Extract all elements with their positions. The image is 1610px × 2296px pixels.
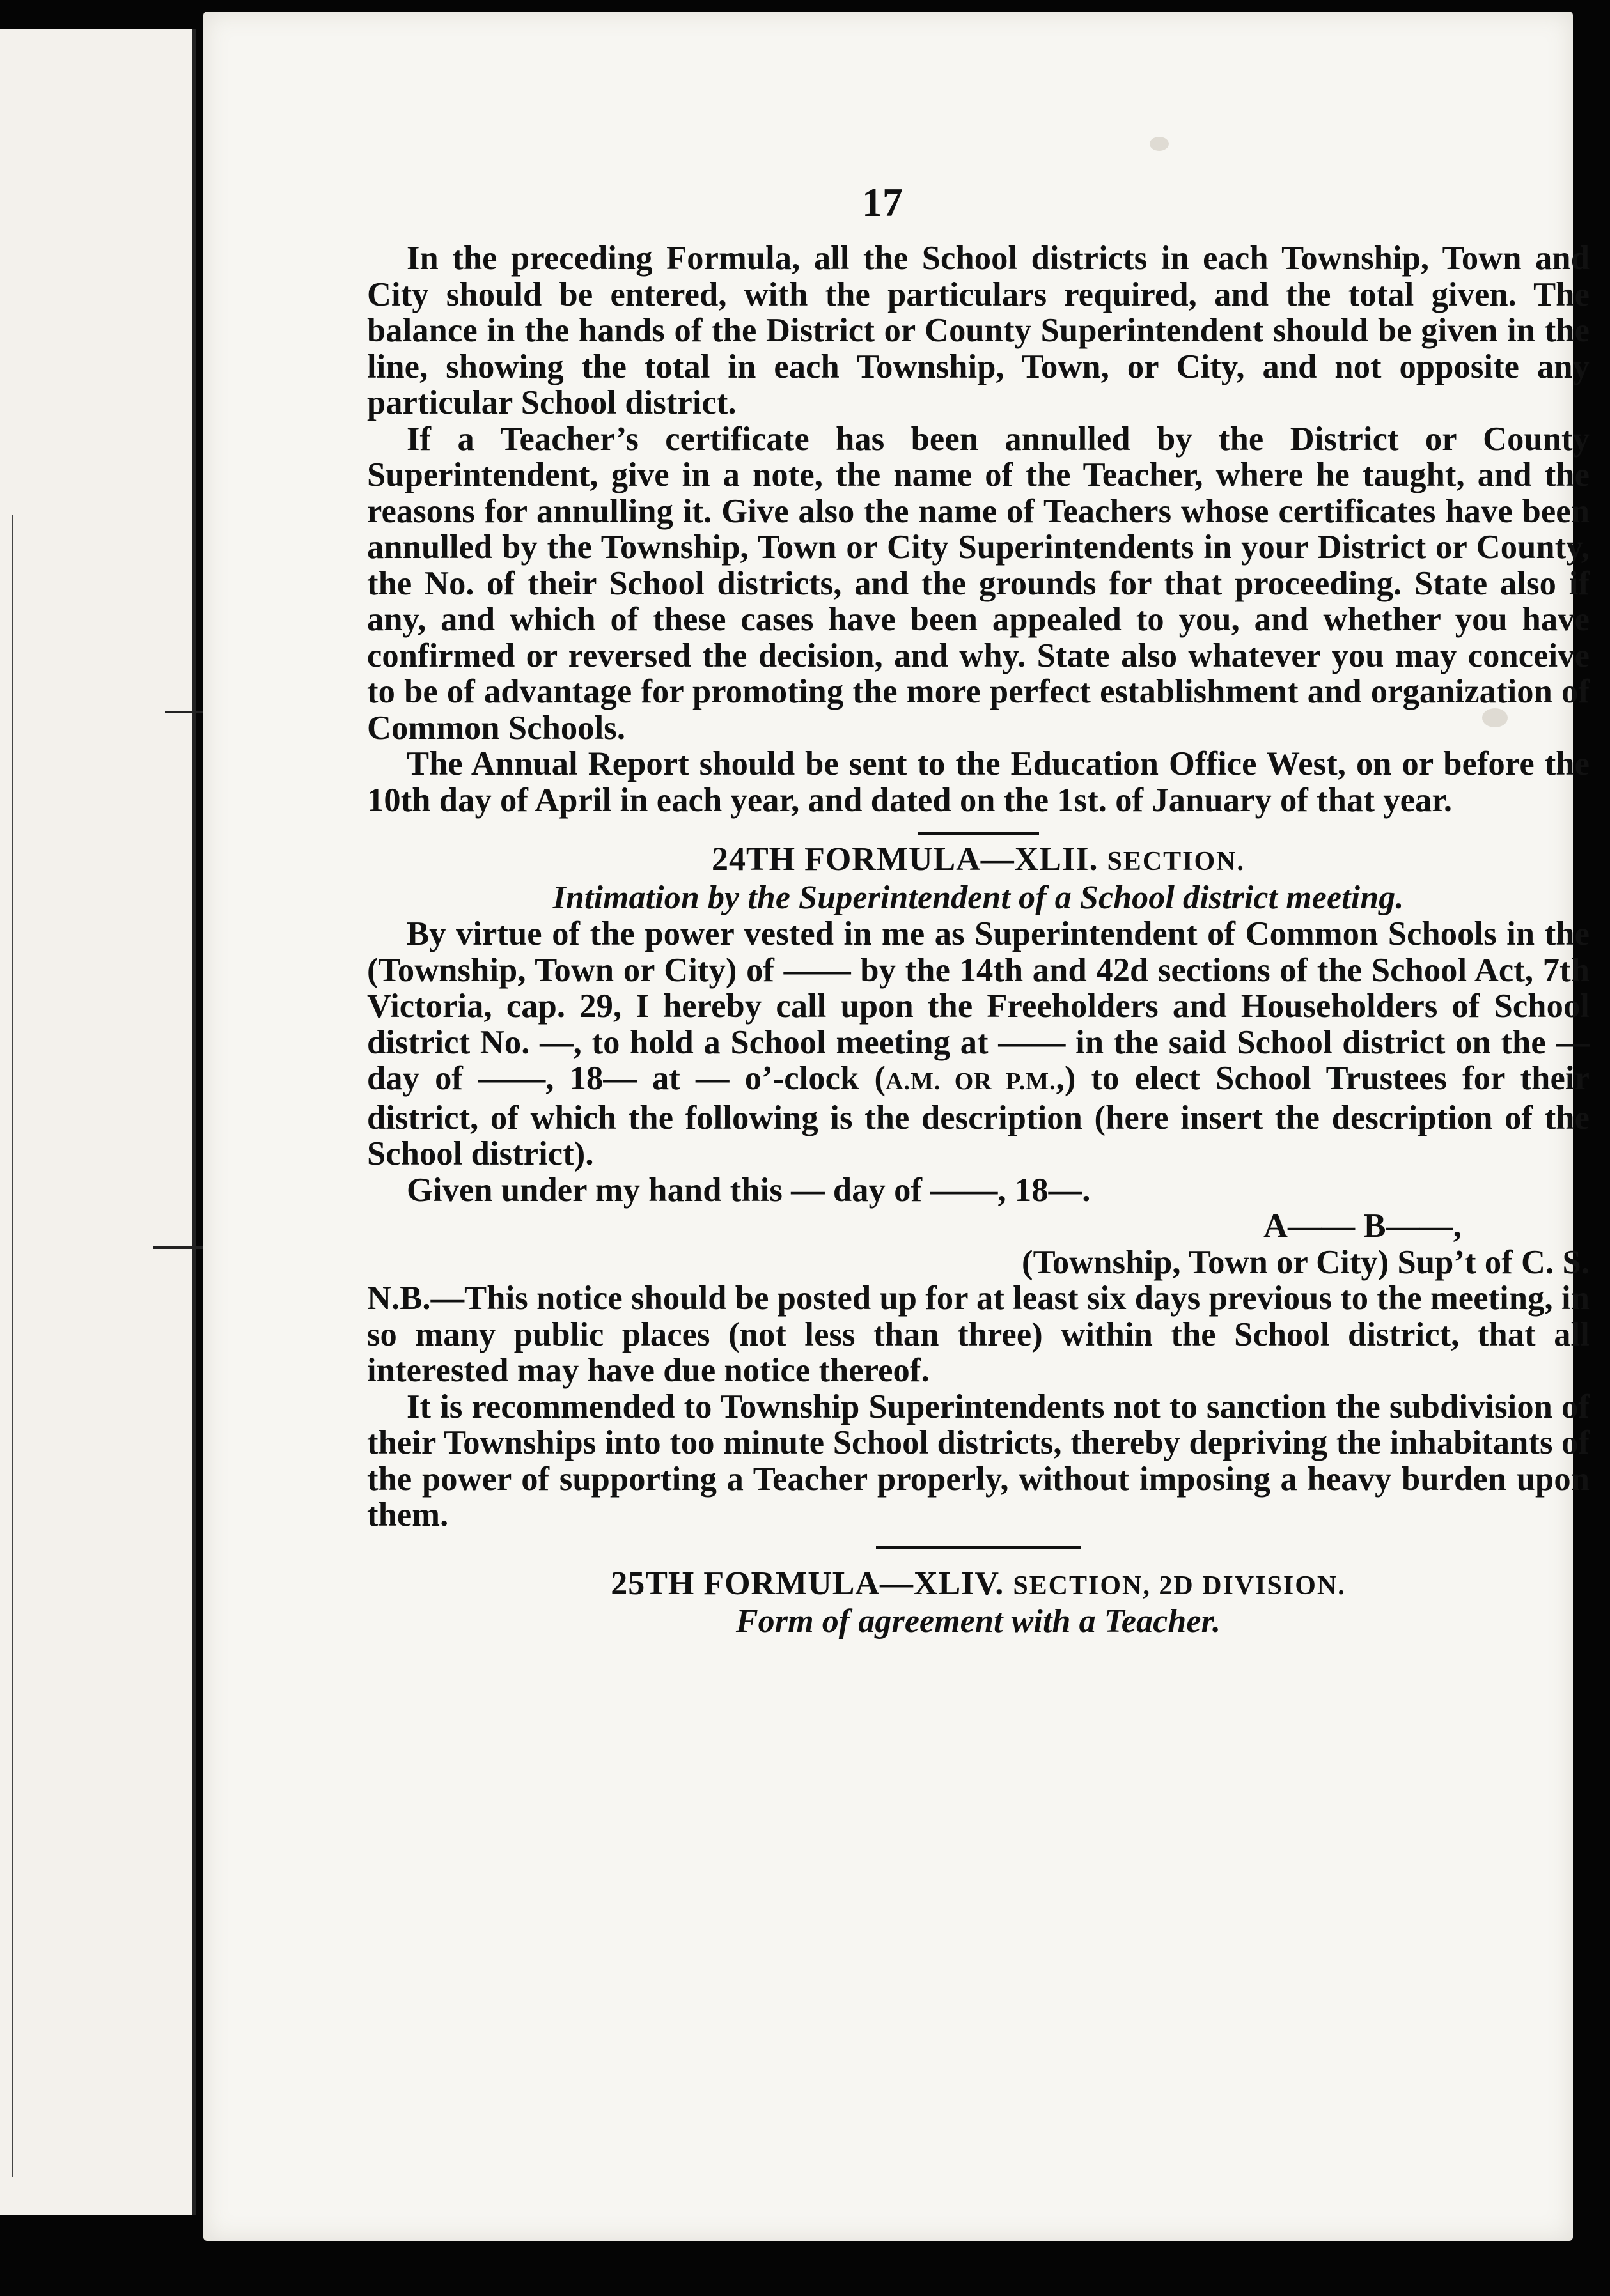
paragraph-annulled-certificate: If a Teacher’s certificate has been annulled by the District or County Superintendent, give in a note, the name of the Teacher, where he taught, and the reasons for annulling it. Give also the name of Teachers whose certificates have been annulled by the Township, Town or City Superintendents in your District or County, the No. of their School districts, and the grounds for that proceeding. State also if any, and which of these cases have been appealed to you, and whether you have confirmed or reversed the decision, and why. State also whatever you may conceive to be of advantage for promoting the more perfect establishment and organization of Common Schools. xyxy=(367,420,1590,747)
section-divider xyxy=(876,1546,1081,1549)
previous-page-edge xyxy=(0,29,196,2215)
section-divider xyxy=(918,832,1039,835)
formula-25-section: SECTION, 2D DIVISION. xyxy=(1013,1571,1346,1601)
paragraph-annual-report: The Annual Report should be sent to the Education Office West, on or before the 10th day of April in each year, and dated on the 1st. of January of that year. xyxy=(367,745,1590,819)
formula-24-signature: A—— B——, xyxy=(1263,1207,1462,1245)
formula-24-subheading: Intimation by the Superintendent of a School district meeting. xyxy=(552,879,1404,916)
formula-24-nb: N.B.—This notice should be posted up for at least six days previous to the meeting, in so many public places (not less than three) within the School district, that all interested may have due notice thereof. xyxy=(367,1280,1590,1389)
paper-stain xyxy=(1150,137,1169,151)
left-margin-rule xyxy=(12,515,13,2177)
formula-24-given-line: Given under my hand this — day of ——, 18—. xyxy=(407,1171,1091,1209)
book-page xyxy=(203,12,1590,2241)
formula-24-heading xyxy=(367,842,1590,880)
formula-24-recommendation: It is recommended to Township Superintendents not to sanction the subdivision of their Townships into too minute School districts, thereby depriving the inhabitants of the power of supporting a Teacher properly, without imposing a heavy burden upon them. xyxy=(367,1388,1590,1533)
formula-24-title: 24TH FORMULA—XLII. xyxy=(711,841,1107,878)
time-of-day-note: A.M. OR P.M. xyxy=(886,1068,1056,1095)
formula-25-title: 25TH FORMULA—XLIV. xyxy=(611,1565,1013,1602)
paragraph-formula-instructions: In the preceding Formula, all the School districts in each Township, Town and City should be entered, with the particulars required, and the total given. The balance in the hands of the District or County Superintendent should be given in the line, showing the total in each Township, Town, or City, and not opposite any particular School district. xyxy=(367,240,1590,421)
formula-24-signature-title: (Township, Town or City) Sup’t of C. S. xyxy=(1022,1243,1590,1281)
page-text xyxy=(367,240,1590,1640)
formula-24-body xyxy=(367,916,1590,1172)
formula-24-body-text: By virtue of the power vested in me as Superintendent of Common Schools in the (Township, Town or City) of —— by the 14th and 42d sections of the School Act, 7th Victoria, cap. 29, I hereby call upon the Freeholders and Householders of School district No. —, to hold a School meeting at —— in the said School district on the — day of ——, 18— at — o’-clock ( xyxy=(367,915,1590,1097)
page-number: 17 xyxy=(862,180,903,225)
formula-24-body-text: ,) to elect School Trustees for their district, of which the following is the description (here insert the description of the School district). xyxy=(367,1060,1590,1172)
formula-25-subheading: Form of agreement with a Teacher. xyxy=(735,1603,1221,1640)
formula-24-section: SECTION. xyxy=(1107,847,1246,876)
formula-25-heading xyxy=(367,1566,1590,1604)
